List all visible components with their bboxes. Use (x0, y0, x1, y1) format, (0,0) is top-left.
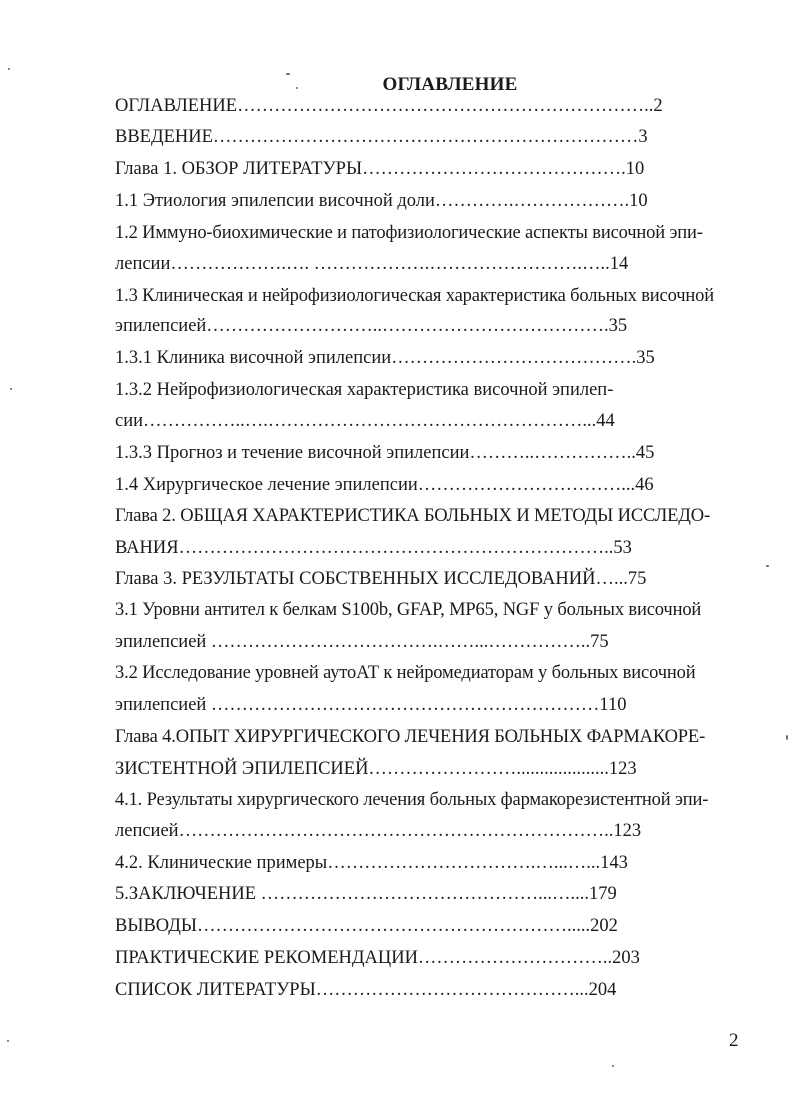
toc-entry: 5.ЗАКЛЮЧЕНИЕ ………………………………………...…....179 (115, 884, 617, 904)
toc-entry: 1.1 Этиология эпилепсии височной доли………….……………….10 (115, 191, 648, 211)
toc-entry: Глава 2. ОБЩАЯ ХАРАКТЕРИСТИКА БОЛЬНЫХ И МЕТОДЫ ИССЛЕДО- (115, 506, 710, 526)
toc-entry: 4.1. Результаты хирургического лечения больных фармакорезистентной эпи- (115, 790, 709, 810)
toc-entry: лепсией……………………………………………………………..123 (115, 821, 642, 841)
scan-speck (8, 68, 10, 70)
toc-entry: 1.3 Клиническая и нейрофизиологическая характеристика больных височной (115, 286, 714, 306)
scan-speck (296, 87, 298, 89)
toc-entry: 1.2 Иммуно-биохимические и патофизиологические аспекты височной эпи- (115, 223, 703, 243)
toc-entry: Глава 4.ОПЫТ ХИРУРГИЧЕСКОГО ЛЕЧЕНИЯ БОЛЬНЫХ ФАРМАКОРЕ- (115, 727, 706, 747)
toc-entry: эпилепсией………………………..……………………………….35 (115, 316, 628, 336)
page-title: ОГЛАВЛЕНИЕ (382, 74, 518, 95)
toc-entry: 1.3.3 Прогноз и течение височной эпилепсии………..……………..45 (115, 443, 655, 463)
toc-entry: 1.4 Хирургическое лечение эпилепсии……………………………...46 (115, 475, 654, 495)
scan-speck (286, 73, 290, 75)
scan-speck (786, 735, 788, 740)
scan-speck (10, 388, 12, 390)
toc-entry: 1.3.2 Нейрофизиологическая характеристика височной эпилеп- (115, 380, 614, 400)
toc-entry: Глава 3. РЕЗУЛЬТАТЫ СОБСТВЕННЫХ ИССЛЕДОВАНИЙ…...75 (115, 569, 647, 589)
toc-entry: 3.2 Исследование уровней аутоАТ к нейромедиаторам у больных височной (115, 663, 696, 683)
toc-entry: ВАНИЯ……………………………………………………………..53 (115, 538, 632, 558)
toc-entry: 4.2. Клинические примеры…………………………….…...…...143 (115, 853, 628, 873)
toc-entry: 3.1 Уровни антител к белкам S100b, GFAP, MP65, NGF у больных височной (115, 600, 702, 620)
toc-entry: ВВЕДЕНИЕ……………………………………………………………3 (115, 127, 648, 147)
toc-entry: эпилепсией ………………………………………………………110 (115, 695, 627, 715)
toc-entry: ПРАКТИЧЕСКИЕ РЕКОМЕНДАЦИИ…………………………..203 (115, 948, 640, 968)
scan-speck (612, 1065, 614, 1067)
toc-entry: СПИСОК ЛИТЕРАТУРЫ……………………………………...204 (115, 980, 617, 1000)
page-number: 2 (729, 1030, 739, 1051)
toc-entry: ВЫВОДЫ…………………………………………………….....202 (115, 916, 618, 936)
toc-entry: эпилепсией ……………………………….……...……………..75 (115, 632, 609, 652)
toc-entry: 1.3.1 Клиника височной эпилепсии………………………………….35 (115, 348, 655, 368)
toc-entry: ОГЛАВЛЕНИЕ…………………………………………………………..2 (115, 96, 663, 116)
toc-entry: Глава 1. ОБЗОР ЛИТЕРАТУРЫ…………………………………….10 (115, 159, 645, 179)
scan-speck (7, 1040, 9, 1042)
toc-entry: сии……………..….……………………………………………...44 (115, 411, 615, 431)
scan-speck (766, 565, 769, 567)
toc-entry: лепсии……………….…. ……………….…………………….…..14 (115, 254, 629, 274)
toc-entry: ЗИСТЕНТНОЙ ЭПИЛЕПСИЕЙ……………………....................123 (115, 759, 637, 779)
